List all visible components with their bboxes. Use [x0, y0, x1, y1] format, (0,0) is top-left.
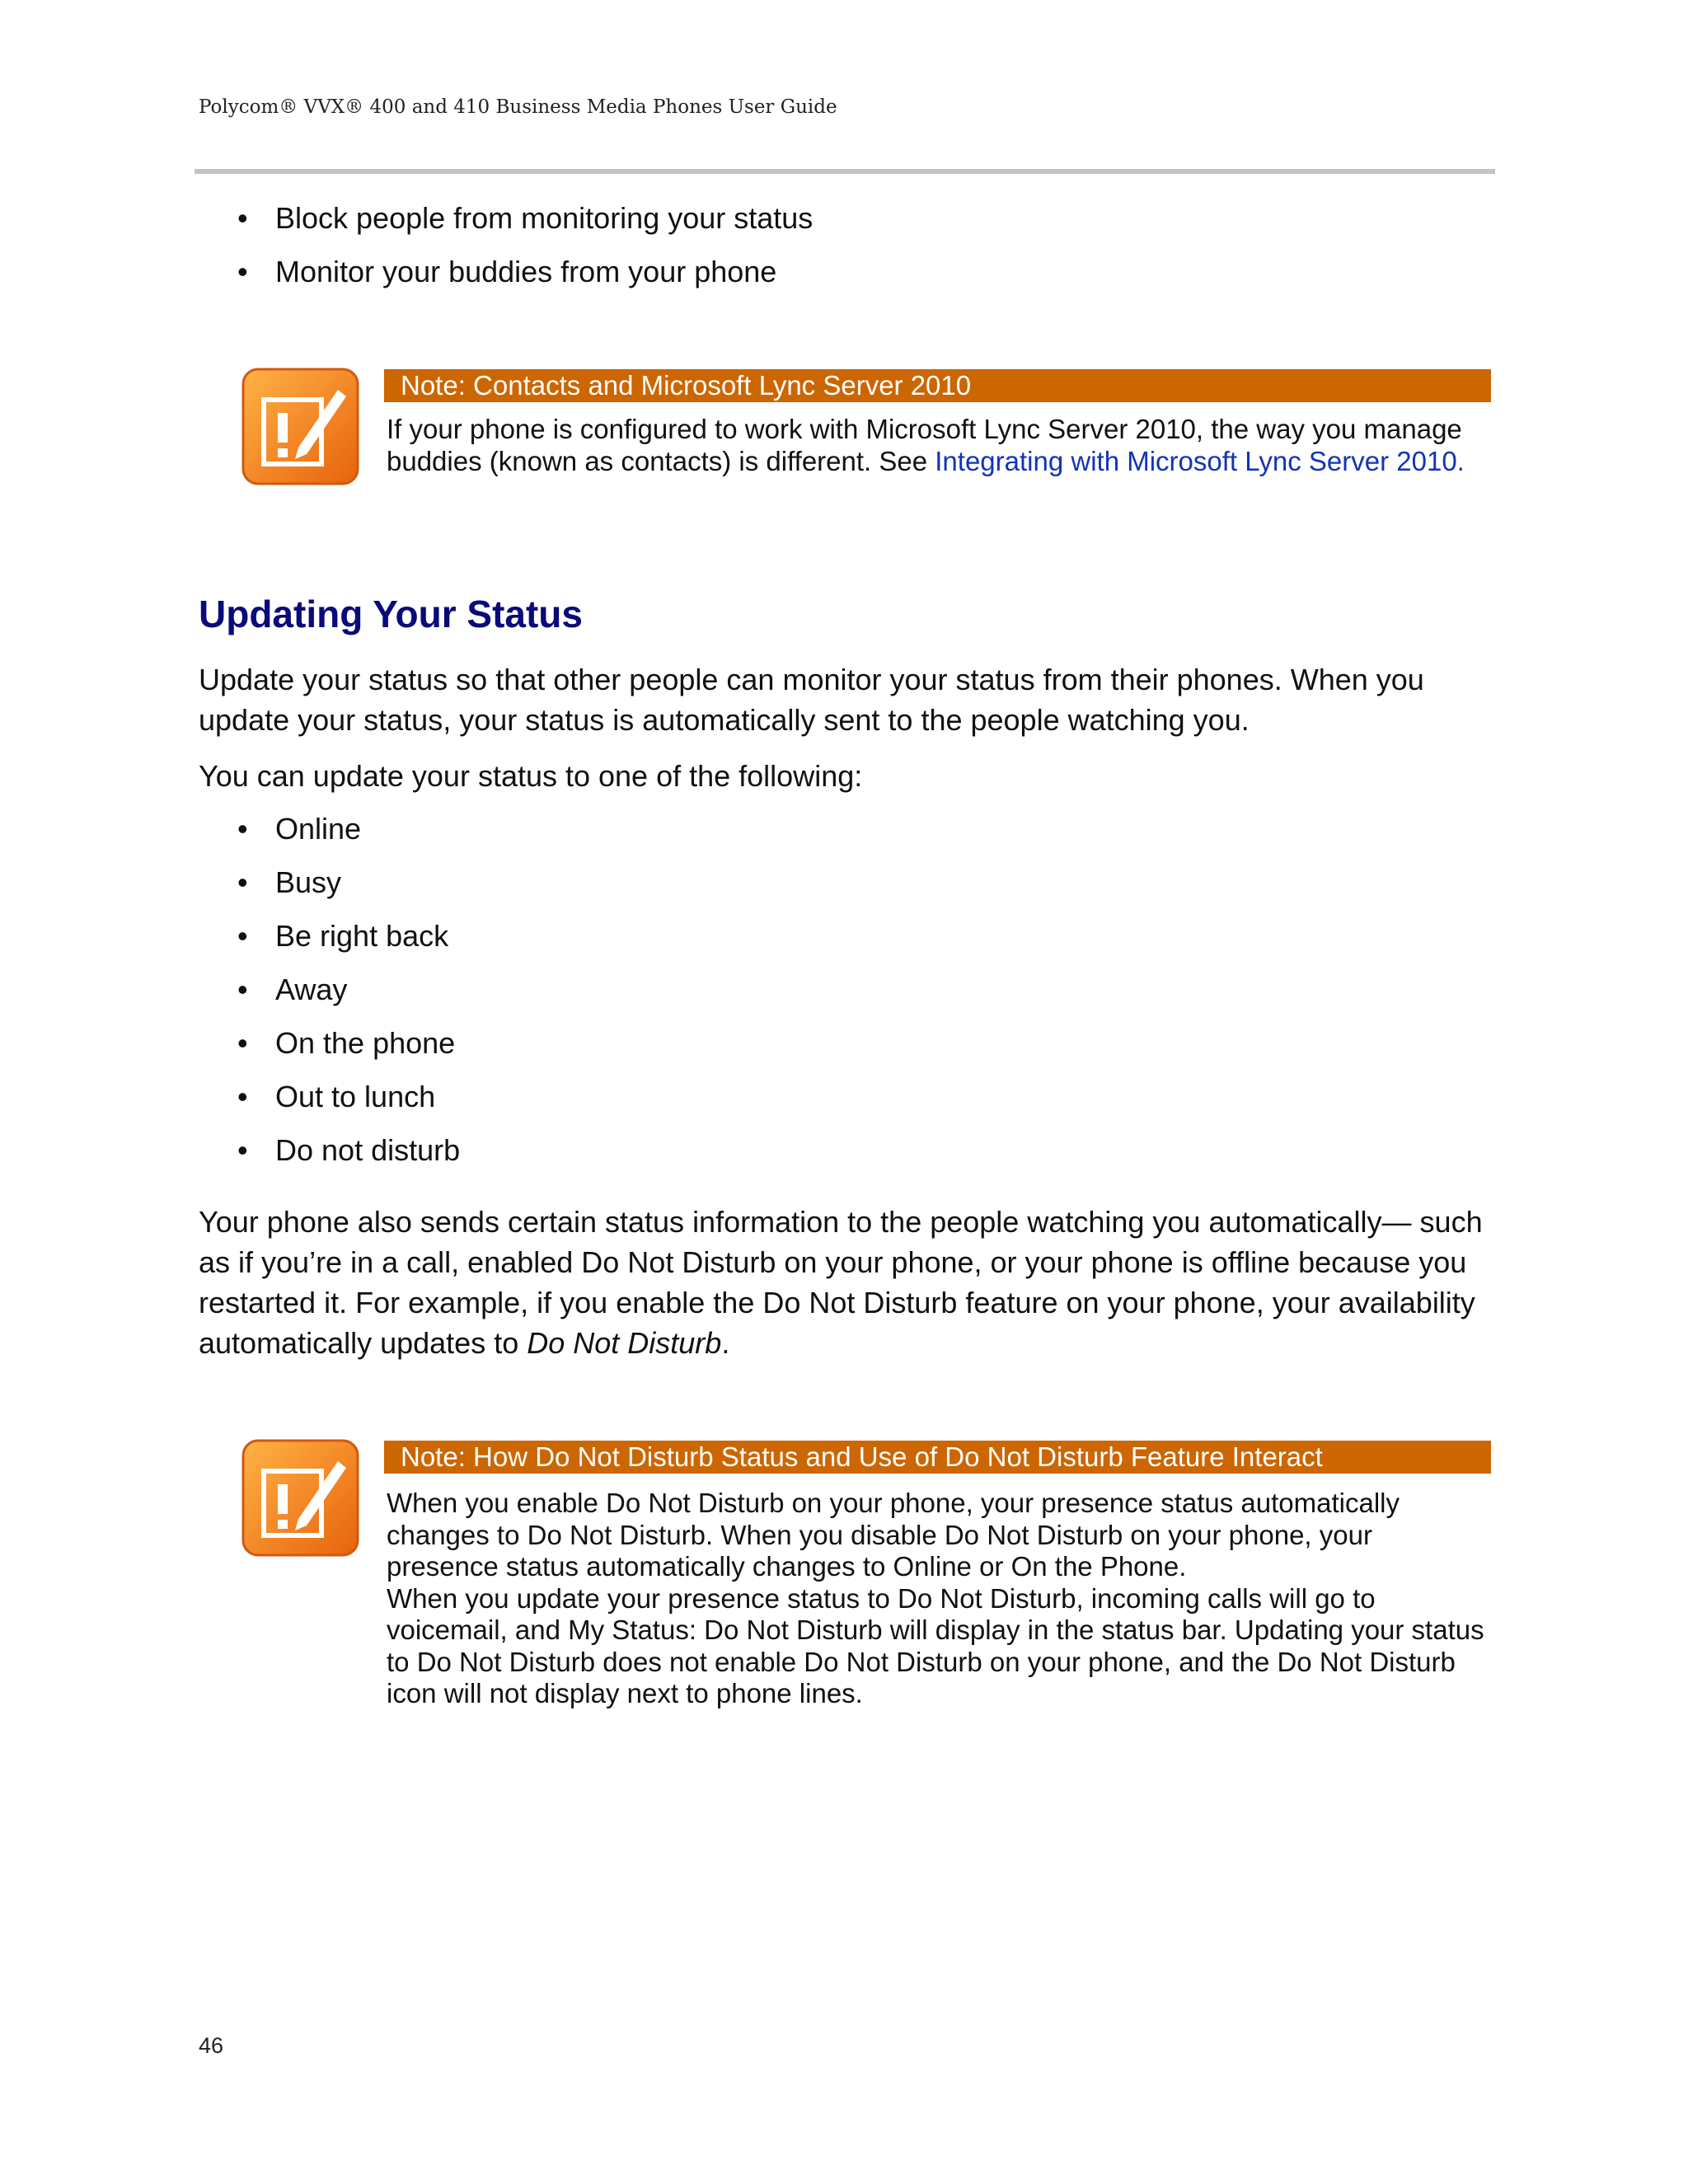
- note-pencil-icon: [241, 1438, 360, 1558]
- running-header: Polycom® VVX® 400 and 410 Business Media Phones User Guide: [199, 96, 837, 118]
- paragraph-text: Your phone also sends certain status information to the people watching you automatically— such as if you’re in a call, enabled Do Not Disturb on your phone, or your phone is offline because you restarted it. For example, if you enable the Do Not Disturb feature on your phone, your availability automatically updates to: [199, 1205, 1483, 1360]
- list-item: • On the phone: [199, 1026, 460, 1080]
- lync-integration-link[interactable]: Integrating with Microsoft Lync Server 2010.: [935, 445, 1465, 476]
- list-item: • Out to lunch: [199, 1080, 460, 1133]
- list-item: • Away: [199, 972, 460, 1026]
- list-item: • Monitor your buddies from your phone: [199, 255, 813, 308]
- list-item: • Block people from monitoring your status: [199, 201, 813, 255]
- note-body: [387, 414, 1495, 477]
- list-item: • Be right back: [199, 919, 460, 972]
- page-number: 46: [199, 2033, 224, 2058]
- note-pencil-icon: [241, 367, 360, 486]
- note-paragraph: When you update your presence status to Do Not Disturb, incoming calls will go to voicemail, and My Status: Do Not Disturb will display in the status bar. Updating your status to Do Not Disturb does not enable Do Not Disturb on your phone, and the Do Not Disturb icon will not display next to phone lines.: [387, 1582, 1484, 1708]
- status-options-list: [199, 812, 460, 1187]
- paragraph-end: .: [721, 1326, 730, 1360]
- section-heading: Updating Your Status: [199, 593, 583, 635]
- list-item: • Do not disturb: [199, 1133, 460, 1187]
- note-heading: Note: How Do Not Disturb Status and Use of Do Not Disturb Feature Interact: [384, 1441, 1491, 1474]
- note-heading: Note: Contacts and Microsoft Lync Server 2010: [384, 369, 1491, 402]
- header-divider: [195, 169, 1495, 174]
- emphasis-dnd: Do Not Disturb: [527, 1326, 722, 1360]
- intro-bullet-list: [199, 201, 813, 308]
- list-item: • Online: [199, 812, 460, 865]
- list-item: • Busy: [199, 865, 460, 919]
- paragraph-automatic-status: [199, 1202, 1497, 1363]
- paragraph-intro: Update your status so that other people can monitor your status from their phones. When you update your status, your status is automatically sent to the people watching you.: [199, 663, 1424, 737]
- note-body-text: If your phone is configured to work with Microsoft Lync Server 2010, the way you manage buddies (known as contacts) is different. See: [387, 414, 1462, 476]
- paragraph-options: You can update your status to one of the following:: [199, 759, 863, 793]
- note-body: [387, 1488, 1491, 1710]
- note-paragraph: When you enable Do Not Disturb on your phone, your presence status automatically changes to Do Not Disturb. When you disable Do Not Disturb on your phone, your presence status automatically changes to Online or On the Phone.: [387, 1488, 1400, 1582]
